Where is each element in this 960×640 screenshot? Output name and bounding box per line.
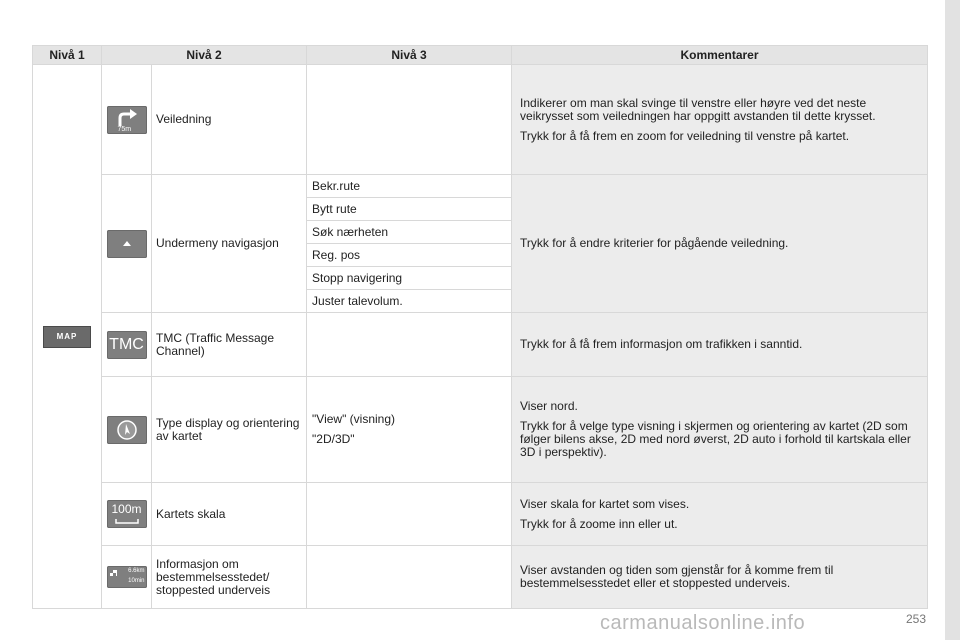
up-arrow-icon (107, 230, 147, 258)
menu-table (32, 45, 928, 609)
guidance-icon-cell (102, 65, 152, 175)
comment-cell (512, 483, 928, 546)
table-row (33, 483, 928, 546)
scale-icon-cell (102, 483, 152, 546)
orientation-icon-cell (102, 377, 152, 483)
level3-option: Reg. pos (307, 244, 512, 267)
page-edge-strip (945, 0, 960, 640)
distance-text: 75m (117, 125, 132, 133)
comment-cell (512, 175, 928, 313)
level3-option: Stopp navigering (307, 267, 512, 290)
header-comments: Kommentarer (512, 46, 928, 65)
level2-label: Type display og orientering av kartet (152, 377, 307, 483)
table-row (33, 65, 928, 175)
comment-text: Viser skala for kartet som vises. (520, 496, 690, 511)
page-number: 253 (906, 612, 927, 626)
level3-empty (307, 546, 512, 609)
level3-option: Bytt rute (307, 198, 512, 221)
level3-option: Juster talevolum. (307, 290, 512, 313)
scale-icon-text: 100m (111, 502, 142, 516)
level2-label: Informasjon om bestemmelsesstedet/ stoppested underveis (152, 546, 307, 609)
table-row (33, 377, 928, 483)
header-row (33, 46, 928, 65)
comment-text: Trykk for å zoome inn eller ut. (520, 516, 678, 531)
level2-label: TMC (Traffic Message Channel) (152, 313, 307, 377)
compass-icon-graphic (107, 416, 147, 444)
level3-option: Bekr.rute (307, 175, 512, 198)
level3-empty (307, 483, 512, 546)
level2-label: Undermeny navigasjon (152, 175, 307, 313)
level3-option: Søk nærheten (307, 221, 512, 244)
level1-cell (33, 65, 102, 609)
level2-label: Kartets skala (152, 483, 307, 546)
distance-remaining-text: 6.6km (128, 568, 145, 574)
comment-text: Trykk for å få frem en zoom for veiledning til venstre på kartet. (520, 128, 850, 143)
header-level1: Nivå 1 (33, 46, 102, 65)
comment-cell (512, 377, 928, 483)
comment-text: Indikerer om man skal svinge til venstre eller høyre ved det neste veikrysset som veiledningen har oppgitt avstanden til dette krysset. (520, 95, 876, 123)
comment-cell (512, 546, 928, 609)
comment-text: Viser nord. (520, 399, 578, 413)
header-level2: Nivå 2 (102, 46, 307, 65)
comment-text: Trykk for å endre kriterier for pågående veiledning. (520, 236, 789, 250)
time-remaining-text: 10min (128, 578, 145, 584)
level3-option: "2D/3D" (312, 432, 355, 446)
tmc-icon-cell (102, 313, 152, 377)
table-row (33, 313, 928, 377)
comment-text: Trykk for å velge type visning i skjermen og orientering av kartet (2D som følger bilens akse, 2D med nord øverst, 2D auto i forhold til kartskala eller 3D i perspektiv). (520, 419, 911, 459)
table-row (33, 175, 928, 198)
level3-empty (307, 313, 512, 377)
comment-text: Trykk for å få frem informasjon om trafikken i sanntid. (520, 337, 803, 351)
level3-empty (307, 65, 512, 175)
comment-cell (512, 65, 928, 175)
watermark: carmanualsonline.info (600, 612, 806, 634)
map-icon: MAP (43, 326, 91, 348)
scale-bar-graphic (107, 500, 147, 528)
compass-icon (107, 416, 147, 444)
submenu-icon-cell (102, 175, 152, 313)
comment-cell (512, 313, 928, 377)
turn-arrow-icon (107, 106, 147, 134)
destination-info-icon-cell (102, 546, 152, 609)
level3-option: "View" (visning) (312, 412, 396, 426)
level2-label: Veiledning (152, 65, 307, 175)
header-level3: Nivå 3 (307, 46, 512, 65)
destination-info-icon (107, 566, 147, 588)
comment-text: Viser avstanden og tiden som gjenstår for å komme frem til bestemmelsesstedet eller et stoppested underveis. (520, 563, 834, 590)
tmc-icon-text: TMC (109, 335, 144, 353)
tmc-icon (107, 331, 147, 359)
map-scale-icon (107, 500, 147, 528)
up-arrow-icon-graphic (107, 230, 147, 258)
level3-cell (307, 377, 512, 483)
table-row (33, 546, 928, 609)
